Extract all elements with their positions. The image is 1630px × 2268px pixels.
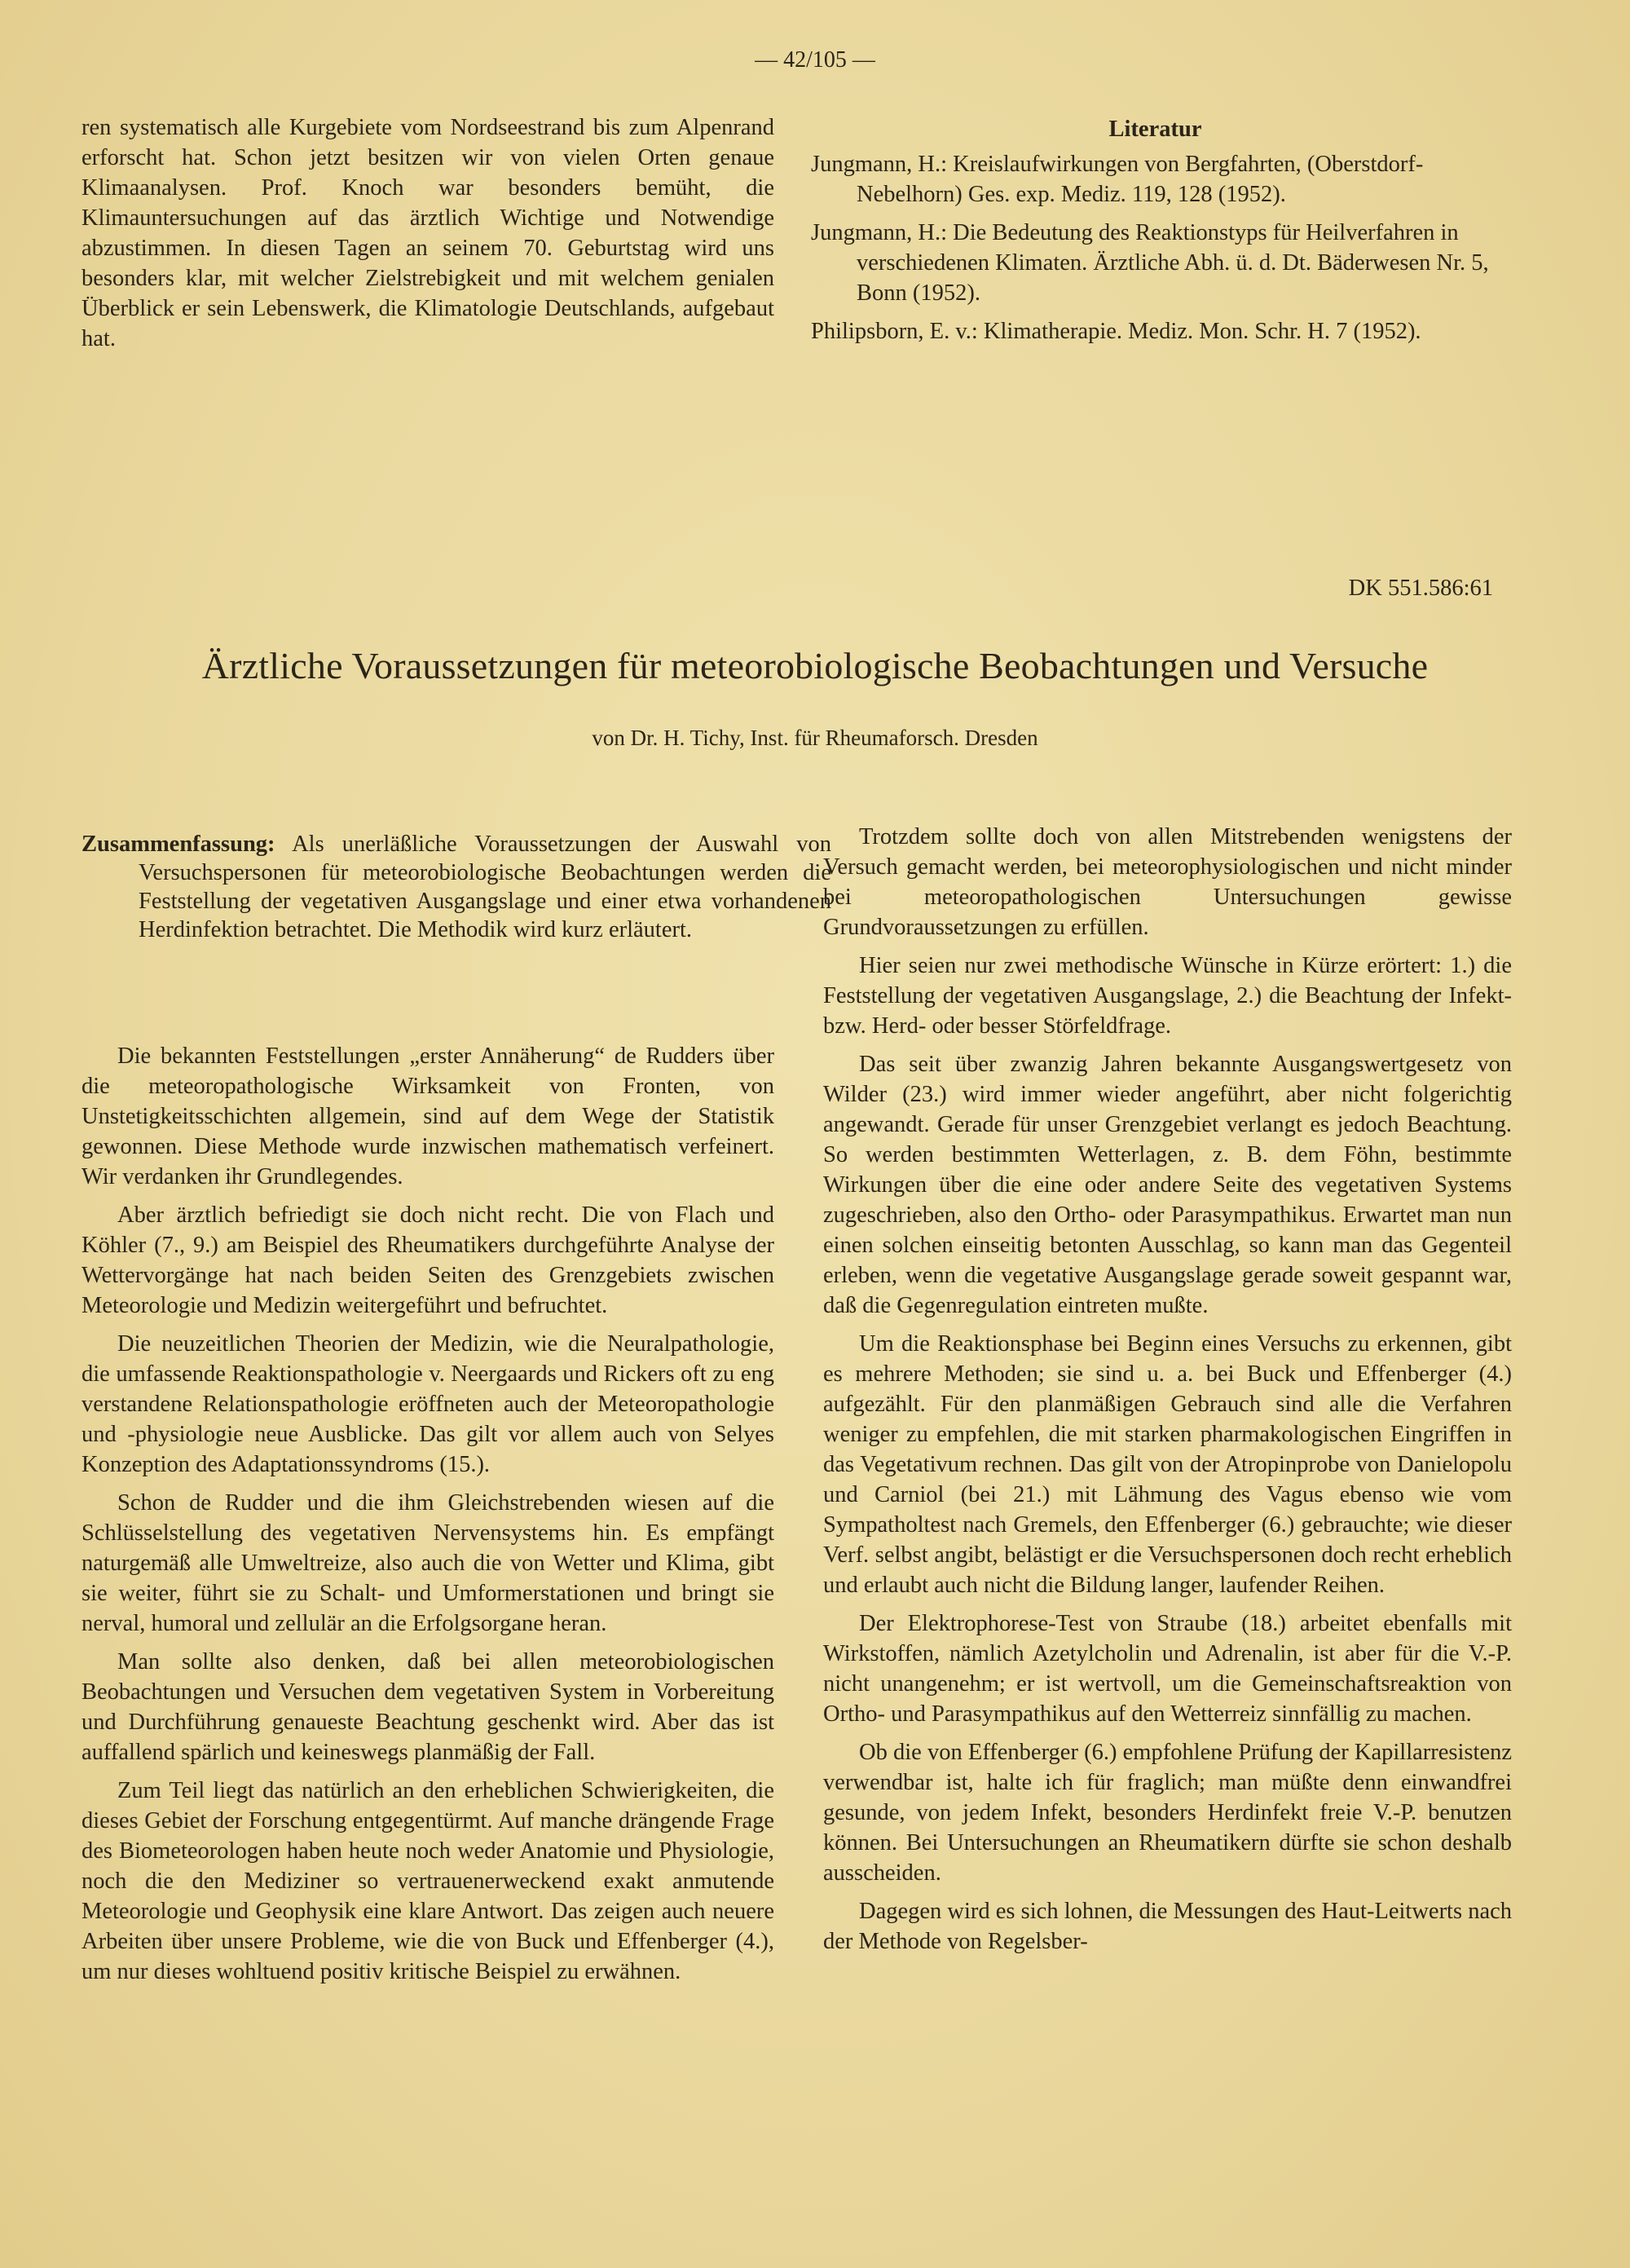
body-right-column [823, 822, 1512, 1965]
paragraph: Die neuzeitlichen Theorien der Medizin, wie die Neuralpathologie, die umfassende Reaktionspathologie v. Neergaards und Rickers oft zu eng verstandene Relationspathologie eröffneten auch der Meteoropathologie und -physiologie neue Ausblicke. Das gilt vor allem auch von Selyes Konzeption des Adaptationssyndroms (15.). [82, 1331, 774, 1477]
paragraph: Man sollte also denken, daß bei allen meteorobiologischen Beobachtungen und Versuchen dem vegetativen System in Vorbereitung und Durchführung genaueste Beachtung geschenkt wird. Aber das ist auffallend spärlich und keineswegs planmäßig der Fall. [82, 1649, 774, 1765]
literature-section [811, 114, 1500, 355]
paragraph: Das seit über zwanzig Jahren bekannte Ausgangswertgesetz von Wilder (23.) wird immer wieder angeführt, aber nicht folgerichtig angewandt. Gerade für unser Grenzgebiet verlangt es jedoch Beachtung. So werden bestimmten Wetterlagen, z. B. dem Föhn, bestimmte Wirkungen über die eine oder andere Seite des vegetativen Systems zugeschrieben, also den Ortho- oder Parasympathikus. Erwartet man nun einen solchen einseitig betonten Ausschlag, so kann man das Gegenteil erleben, wenn die vegetative Ausgangslage gerade soweit gespannt war, daß die Gegenregulation eintreten mußte. [823, 1052, 1512, 1318]
paragraph: Der Elektrophorese-Test von Straube (18.) arbeitet ebenfalls mit Wirkstoffen, nämlich Azetylcholin und Adrenalin, ist aber für die V.-P. nicht unangenehm; er ist wertvoll, um die Gemeinschaftsreaktion von Ortho- und Parasympathikus auf den Wetterreiz sinnfällig zu machen. [823, 1611, 1512, 1727]
paragraph: Dagegen wird es sich lohnen, die Messungen des Haut-Leitwerts nach der Methode von Regelsber- [823, 1899, 1512, 1954]
literature-heading: Literatur [1108, 117, 1202, 142]
abstract-label: Zusammenfassung: [82, 832, 275, 857]
reference-item: Jungmann, H.: Kreislaufwirkungen von Bergfahrten, (Oberstdorf-Nebelhorn) Ges. exp. Mediz. 119, 128 (1952). [811, 152, 1424, 207]
paragraph: Um die Reaktionsphase bei Beginn eines Versuchs zu erkennen, gibt es mehrere Methoden; sie sind u. a. bei Buck und Effenberger (4.) aufgezählt. Für den planmäßigen Gebrauch sind alle die Verfahren weniger zu empfehlen, die mit starken pharmakologischen Eingriffen in das Vegetativum rechnen. Das gilt von der Atropinprobe von Danielopolu und Carniol (bei 21.) mit Lähmung des Vagus ebenso wie vom Sympatholtest nach Gremels, den Effenberger (6.) gebrauchte; wie dieser Verf. selbst angibt, belästigt er die Versuchspersonen doch recht erheblich und erlaubt auch nicht die Bildung langer, laufender Reihen. [823, 1331, 1512, 1598]
page-number: — 42/105 — [755, 47, 875, 73]
top-left-column [82, 113, 774, 362]
paragraph: Aber ärztlich befriedigt sie doch nicht recht. Die von Flach und Köhler (7., 9.) am Beispiel des Rheumatikers durchgeführte Analyse der Wettervorgänge hat nach beiden Seiten des Grenzgebiets zwischen Meteorologie und Medizin weitergeführt und befruchtet. [82, 1202, 774, 1318]
article-author: von Dr. H. Tichy, Inst. für Rheumaforsch. Dresden [592, 726, 1038, 750]
article-title: Ärztliche Voraussetzungen für meteorobiologische Beobachtungen und Versuche [201, 645, 1429, 686]
body-left-column [82, 1041, 774, 1995]
paragraph: Schon de Rudder und die ihm Gleichstrebenden wiesen auf die Schlüsselstellung des vegetativen Nervensystems hin. Es empfängt naturgemäß alle Umweltreize, also auch die von Wetter und Klima, gibt sie weiter, führt sie zu Schalt- und Umformerstationen und bringt sie nerval, humoral und zellulär an die Erfolgsorgane heran. [82, 1490, 774, 1636]
paragraph: Ob die von Effenberger (6.) empfohlene Prüfung der Kapillarresistenz verwendbar ist, halte ich für fraglich; man müßte denn einwandfrei gesunde, von jedem Infekt, besonders Herdinfekt freie V.-P. benutzen können. Bei Untersuchungen an Rheumatikern dürfte sie schon deshalb ausscheiden. [823, 1740, 1512, 1886]
abstract-text: Als unerläßliche Voraussetzungen der Auswahl von Versuchspersonen für meteorobiologische Beobachtungen werden die Feststellung der vegetativen Ausgangslage und einer etwa vorhandenen Herdinfektion betrachtet. Die Methodik wird kurz erläutert. [139, 832, 831, 942]
abstract [82, 830, 831, 944]
paragraph: Trotzdem sollte doch von allen Mitstrebenden wenigstens der Versuch gemacht werden, bei meteorophysiologischen und nicht minder bei meteoropathologischen Untersuchungen gewisse Grundvoraussetzungen zu erfüllen. [823, 824, 1512, 940]
paragraph: Die bekannten Feststellungen „erster Annäherung“ de Rudders über die meteoropathologische Wirksamkeit von Fronten, von Unstetigkeitsschichten allgemein, sind auf dem Wege der Statistik gewonnen. Diese Methode wurde inzwischen mathematisch verfeinert. Wir verdanken ihr Grundlegendes. [82, 1044, 774, 1189]
reference-item: Philipsborn, E. v.: Klimatherapie. Mediz. Mon. Schr. H. 7 (1952). [811, 319, 1421, 344]
dk-classification: DK 551.586:61 [1348, 576, 1493, 601]
paragraph: Hier seien nur zwei methodische Wünsche in Kürze erörtert: 1.) die Feststellung der vegetativen Ausgangslage, 2.) die Beachtung der Infekt- bzw. Herd- oder besser Störfeldfrage. [823, 953, 1512, 1039]
paragraph: ren systematisch alle Kurgebiete vom Nordseestrand bis zum Alpenrand erforscht hat. Schon jetzt besitzen wir von vielen Orten genaue Klimaanalysen. Prof. Knoch war besonders bemüht, die Klimauntersuchungen auf das ärztlich Wichtige und Notwendige abzustimmen. In diesen Tagen an seinem 70. Geburtstag wird uns besonders klar, mit welcher Zielstrebigkeit und mit welchem genialen Überblick er sein Lebenswerk, die Klimatologie Deutschlands, aufgebaut hat. [82, 115, 774, 351]
paragraph: Zum Teil liegt das natürlich an den erheblichen Schwierigkeiten, die dieses Gebiet der Forschung entgegentürmt. Auf manche drängende Frage des Biometeorologen haben heute noch weder Anatomie und Physiologie, noch die den Mediziner so vertrauenerweckend exakt anmutende Meteorologie und Geophysik eine klare Antwort. Das zeigen auch neuere Arbeiten über unsere Probleme, wie die von Buck und Effenberger (4.), um nur dieses wohltuend positiv kritische Beispiel zu erwähnen. [82, 1778, 774, 1984]
reference-item: Jungmann, H.: Die Bedeutung des Reaktionstyps für Heilverfahren in verschiedenen Klimaten. Ärztliche Abh. ü. d. Dt. Bäderwesen Nr. 5, Bonn (1952). [811, 220, 1489, 306]
